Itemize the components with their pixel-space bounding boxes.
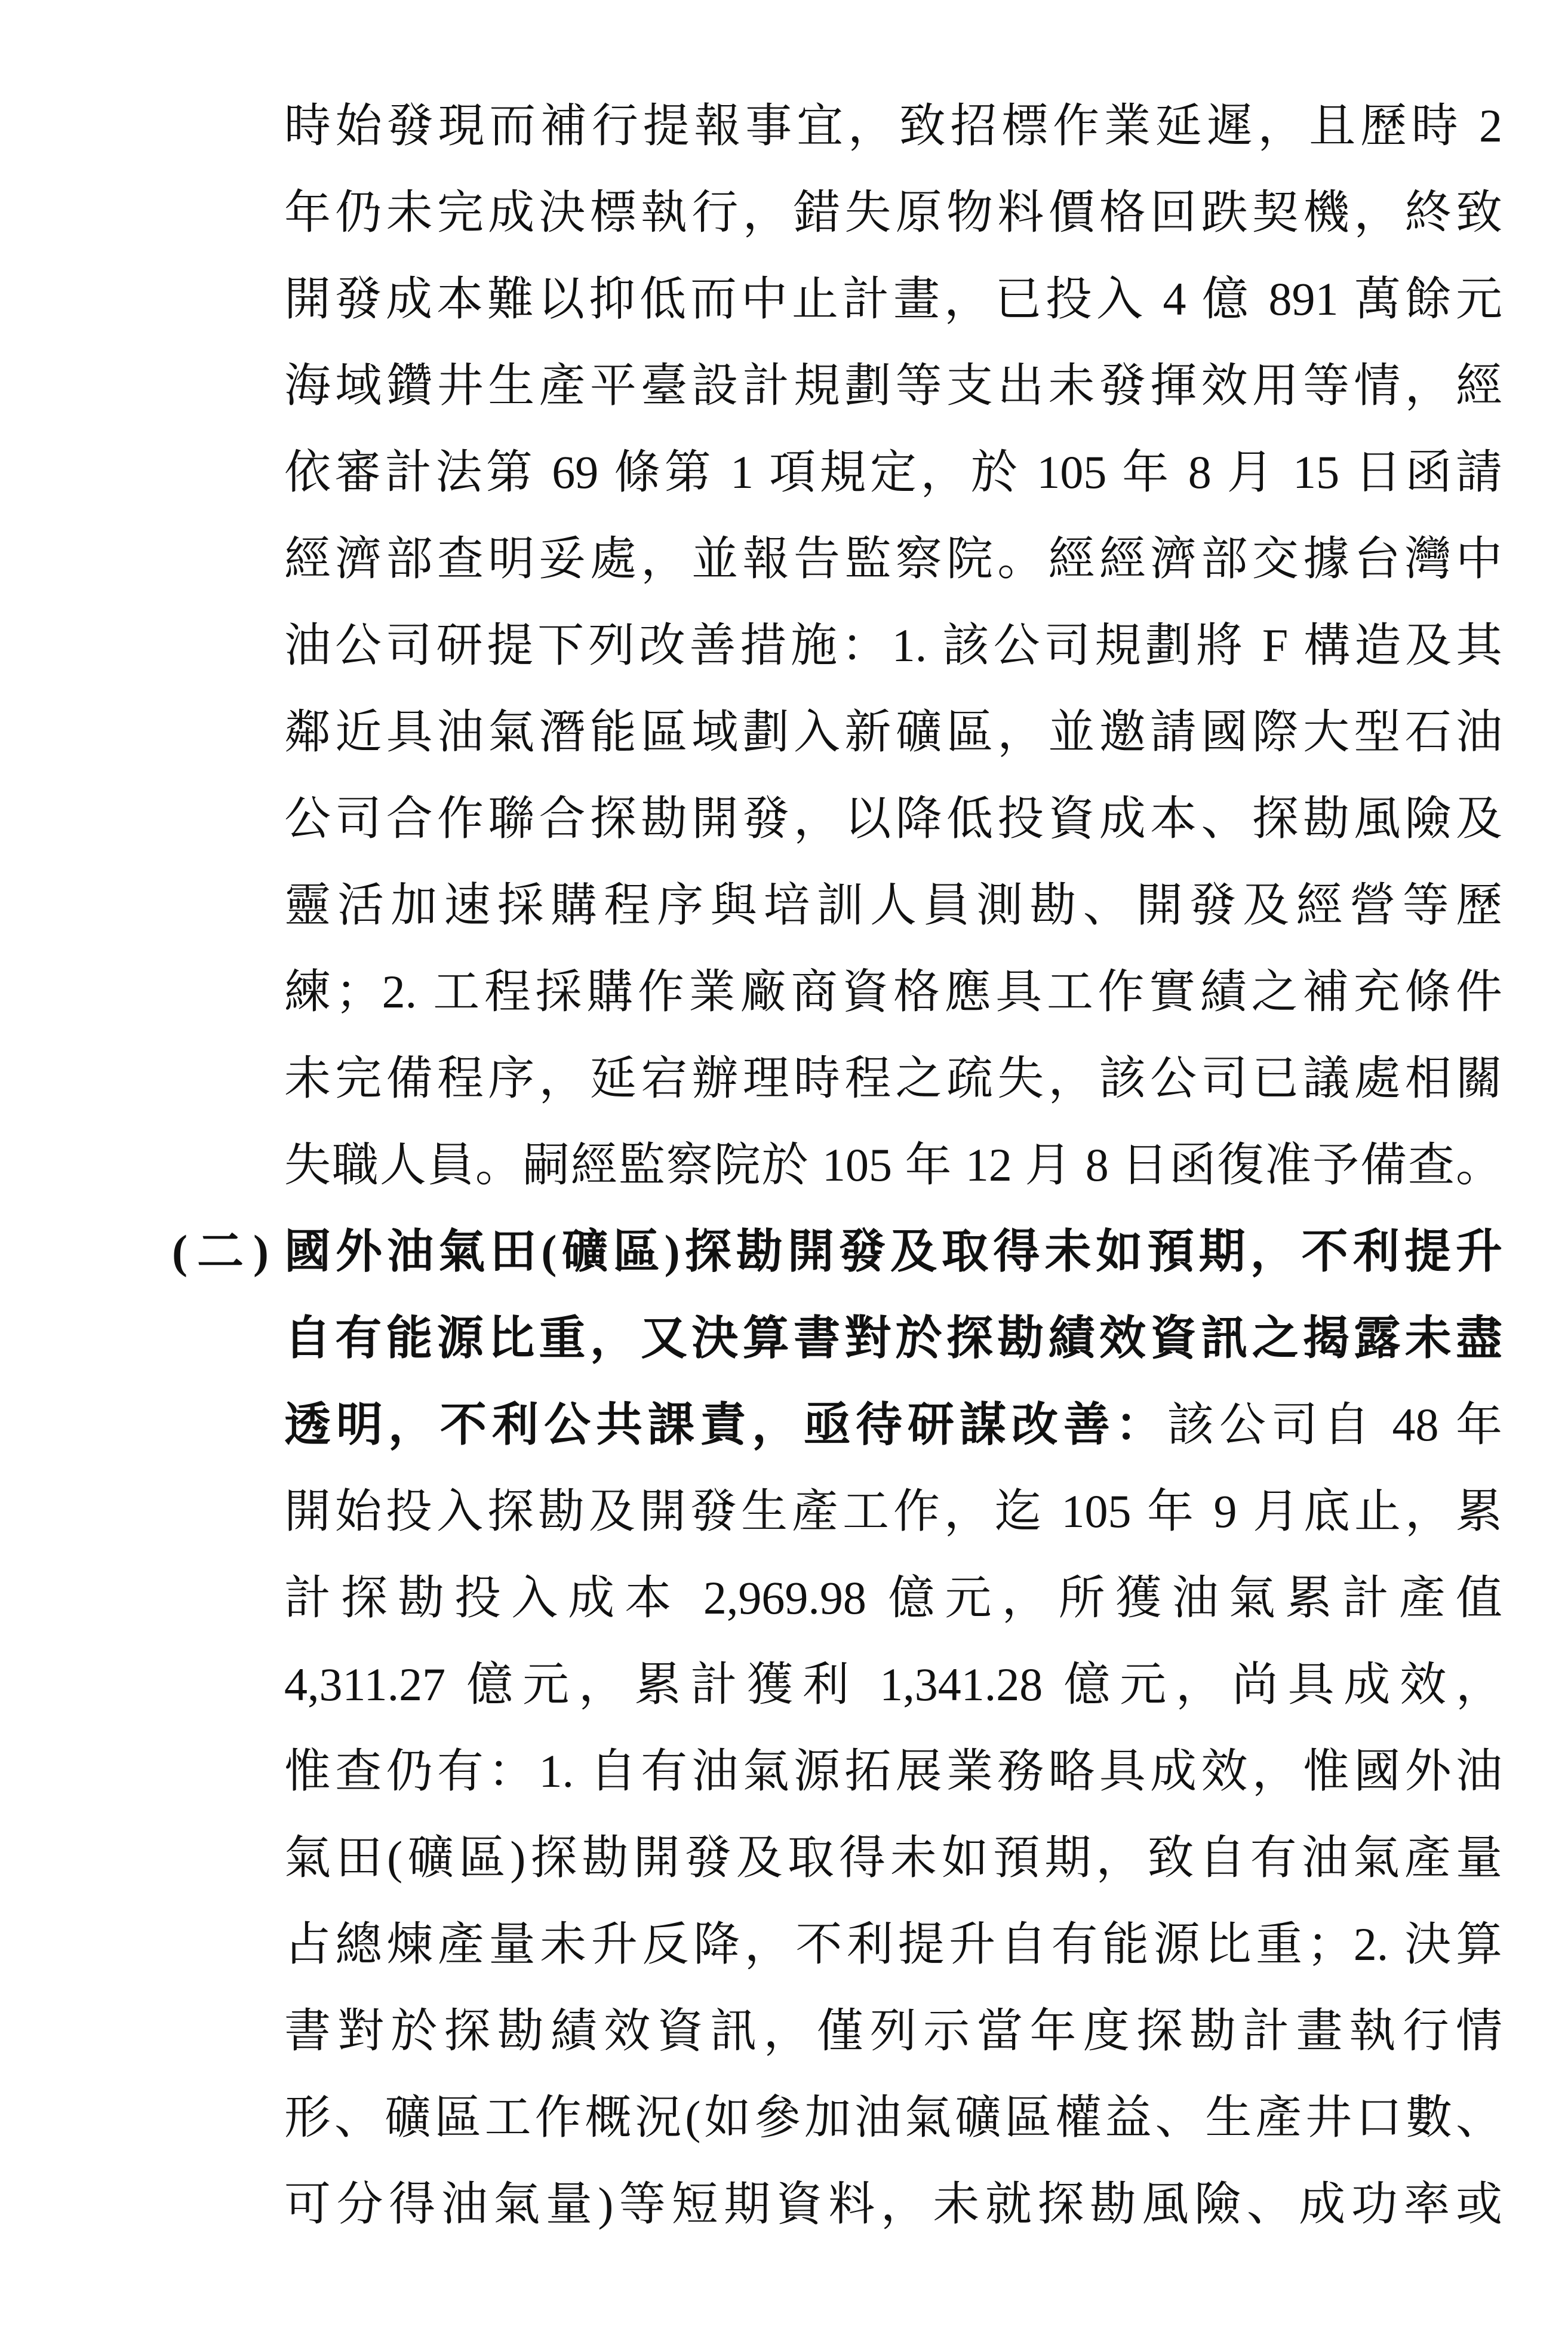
text-line: 鄰近具油氣潛能區域劃入新礦區，並邀請國際大型石油 — [284, 706, 1502, 758]
text-line: 經濟部查明妥處，並報告監察院。經經濟部交據台灣中 — [284, 533, 1502, 585]
section-heading-text: 國外油氣田(礦區)探勘開發及取得未如預期，不利提升 — [284, 1225, 1502, 1277]
text-line: 開發成本難以抑低而中止計畫，已投入 4 億 891 萬餘元 — [284, 273, 1502, 325]
text-line: 年仍未完成決標執行，錯失原物料價格回跌契機，終致 — [284, 186, 1502, 238]
section-body-text: 該公司自 48 年 — [1167, 1399, 1502, 1451]
text-line: 公司合作聯合探勘開發，以降低投資成本、探勘風險及 — [284, 792, 1502, 844]
text-line: 氣田(礦區)探勘開發及取得未如預期，致自有油氣產量 — [284, 1832, 1502, 1884]
text-line: 形、礦區工作概況(如參加油氣礦區權益、生產井口數、 — [284, 2091, 1502, 2143]
text-line: 可分得油氣量)等短期資料，未就探勘風險、成功率或 — [284, 2178, 1502, 2230]
section-heading-text: 透明，不利公共課責，亟待研謀改善： — [284, 1399, 1167, 1451]
text-line: 時始發現而補行提報事宜，致招標作業延遲，且歷時 2 — [284, 100, 1502, 152]
text-line: 惟查仍有：1. 自有油氣源拓展業務略具成效，惟國外油 — [284, 1745, 1502, 1797]
section-heading-line — [284, 1295, 1502, 1381]
text-line: 油公司研提下列改善措施：1. 該公司規劃將 F 構造及其 — [284, 619, 1502, 671]
text-line: 未完備程序，延宕辦理時程之疏失，該公司已議處相關 — [284, 1052, 1502, 1104]
text-line: 4,311.27 億元，累計獲利 1,341.28 億元，尚具成效， — [284, 1658, 1502, 1710]
section-marker: (二) — [172, 1225, 277, 1277]
text-line: 練；2. 工程採購作業廠商資格應具工作實績之補充條件 — [284, 966, 1502, 1018]
section-heading-line — [284, 1381, 1502, 1468]
section-heading-text: 自有能源比重，又決算書對於探勘績效資訊之揭露未盡 — [284, 1312, 1502, 1364]
text-line: 占總煉產量未升反降，不利提升自有能源比重；2. 決算 — [284, 1918, 1502, 1970]
text-line: 靈活加速採購程序與培訓人員測勘、開發及經營等歷 — [284, 879, 1502, 931]
text-line: 開始投入探勘及開發生產工作，迄 105 年 9 月底止，累 — [284, 1485, 1502, 1537]
text-line: 計探勘投入成本 2,969.98 億元，所獲油氣累計產值 — [284, 1572, 1502, 1624]
text-line: 書對於探勘績效資訊，僅列示當年度探勘計畫執行情 — [284, 2005, 1502, 2057]
text-line: 失職人員。嗣經監察院於 105 年 12 月 8 日函復准予備查。 — [284, 1139, 1502, 1191]
text-line: 依審計法第 69 條第 1 項規定，於 105 年 8 月 15 日函請 — [284, 446, 1502, 498]
section-heading-line — [172, 1208, 1502, 1295]
text-line: 海域鑽井生產平臺設計規劃等支出未發揮效用等情，經 — [284, 360, 1502, 411]
text-column — [172, 82, 1502, 2247]
